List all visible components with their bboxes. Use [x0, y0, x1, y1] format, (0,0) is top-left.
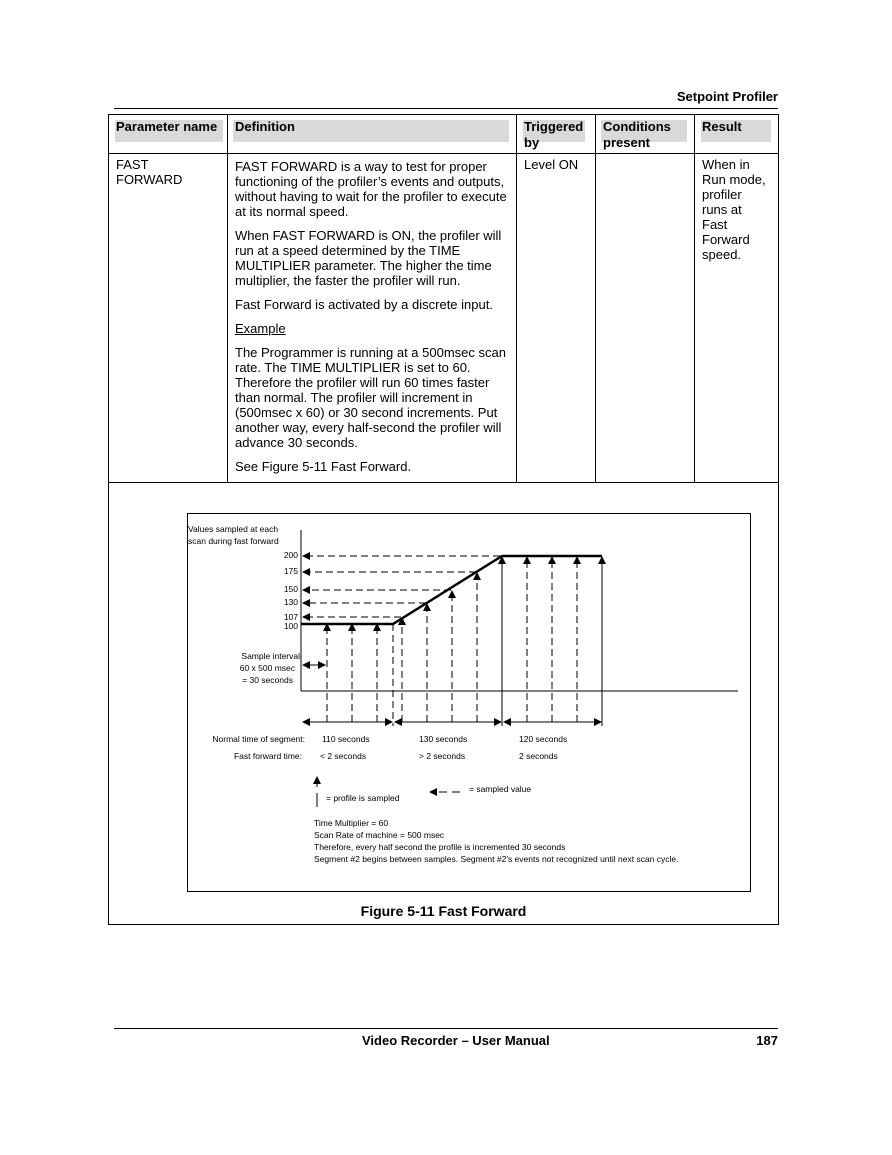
footer-manual-title: Video Recorder – User Manual: [362, 1033, 550, 1048]
definition-paragraph-2: When FAST FORWARD is ON, the profiler will run at a speed determined by the TIME MULTIPLIER parameter. The higher the time multiplier, the faster the profiler will run.: [235, 228, 502, 288]
column-divider-3: [595, 115, 596, 482]
header-triggered-by: Triggered by: [524, 119, 584, 150]
header-parameter-name: Parameter name: [116, 119, 218, 134]
segment-1-normal-time: 110 seconds: [322, 734, 370, 744]
sample-interval-line1: Sample interval: [241, 651, 300, 661]
segment-1-fast-time: < 2 seconds: [320, 751, 367, 761]
y-tick-label: 150: [283, 584, 298, 594]
figure-note: Segment #2 begins between samples. Segment #2's events not recognized until next scan cycle.: [314, 854, 679, 864]
y-tick-label: 175: [283, 566, 298, 576]
segment-3-normal-time: 120 seconds: [519, 734, 568, 744]
fast-forward-diagram: [188, 514, 752, 893]
legend-profile-sampled: = profile is sampled: [326, 793, 400, 803]
y-tick-label: 200: [283, 550, 298, 560]
segment-2-normal-time: 130 seconds: [419, 734, 468, 744]
definition-paragraph-4: The Programmer is running at a 500msec scan rate. The TIME MULTIPLIER is set to 60. Therefore the profiler will run 60 times faster than normal. The profiler will increment in (500msec x 60) or 30 second increments. Put another way, every half-second the profiler will advance 30 seconds.: [235, 345, 506, 450]
y-axis-title-line2: scan during fast forward: [188, 536, 279, 546]
header-conditions-present: Conditions present: [603, 119, 671, 150]
fast-forward-time-label: Fast forward time:: [233, 751, 302, 761]
y-tick-label: 130: [283, 597, 298, 607]
segment-2-fast-time: > 2 seconds: [419, 751, 466, 761]
cell-conditions-present: [596, 154, 694, 160]
header-result: Result: [702, 119, 742, 134]
figure-fast-forward: [187, 513, 751, 892]
figure-note: Scan Rate of machine = 500 msec: [314, 830, 445, 840]
definition-paragraph-1: FAST FORWARD is a way to test for proper functioning of the profiler’s events and outputs, without having to wait for the profiler to execute at its normal speed.: [235, 159, 507, 219]
definition-paragraph-3: Fast Forward is activated by a discrete input.: [235, 297, 493, 312]
footer-page-number: 187: [756, 1033, 778, 1048]
definition-paragraph-5: See Figure 5-11 Fast Forward.: [235, 459, 412, 474]
legend-sampled-value: = sampled value: [469, 784, 532, 794]
cell-parameter-name: FAST FORWARD: [116, 157, 183, 187]
header-definition: Definition: [235, 119, 295, 134]
y-tick-label: 107: [283, 612, 298, 622]
sample-interval-line2: 60 x 500 msec: [239, 663, 295, 673]
cell-result: When in Run mode, profiler runs at Fast Forward speed.: [702, 157, 766, 262]
y-tick-label: 100: [283, 621, 298, 631]
definition-example-heading: Example: [235, 321, 286, 336]
header-rule: [114, 108, 778, 109]
y-axis-title-line1: Values sampled at each: [188, 524, 279, 534]
cell-definition: [228, 156, 516, 486]
footer-rule: [114, 1028, 778, 1029]
figure-note: Therefore, every half second the profile is incremented 30 seconds: [314, 842, 566, 852]
sample-interval-line3: = 30 seconds: [242, 675, 293, 685]
section-title: Setpoint Profiler: [676, 89, 778, 104]
normal-time-label: Normal time of segment:: [212, 734, 305, 744]
figure-note: Time Multiplier = 60: [314, 818, 389, 828]
segment-3-fast-time: 2 seconds: [519, 751, 558, 761]
figure-caption: Figure 5-11 Fast Forward: [360, 903, 527, 919]
cell-triggered-by: Level ON: [524, 157, 579, 172]
